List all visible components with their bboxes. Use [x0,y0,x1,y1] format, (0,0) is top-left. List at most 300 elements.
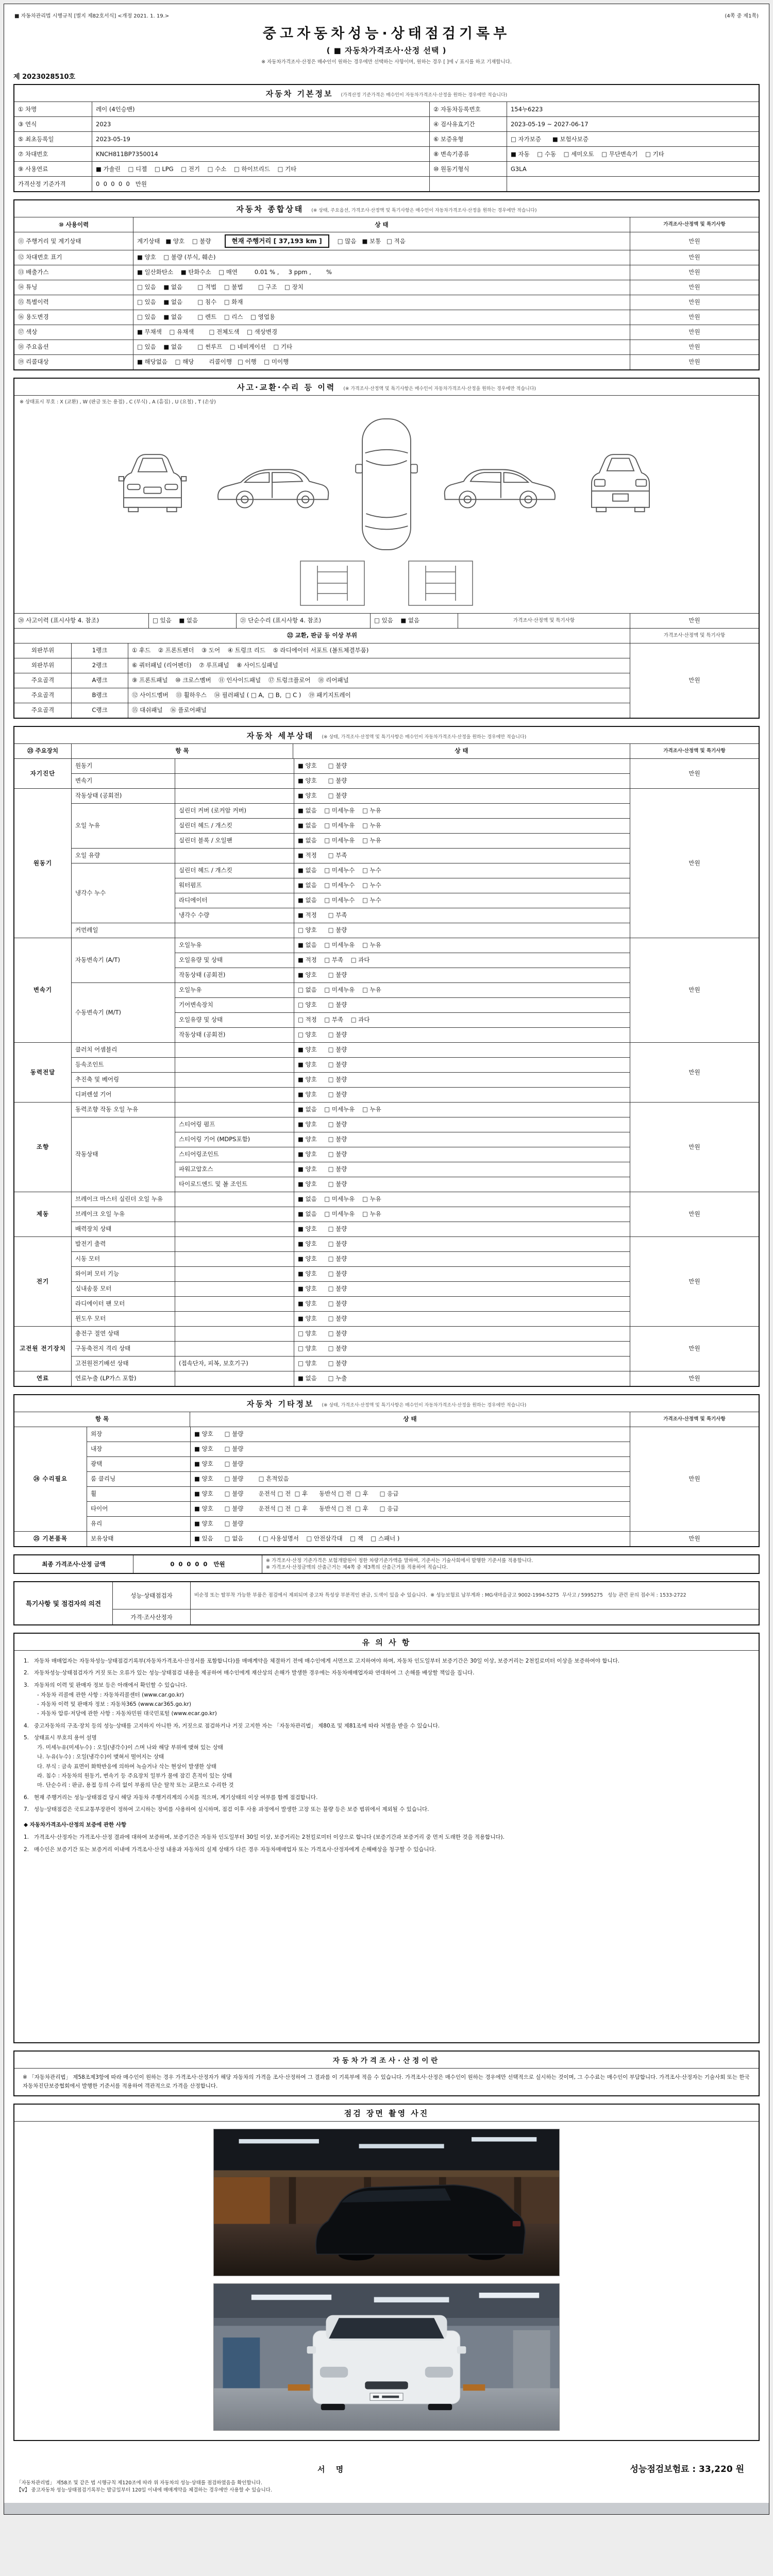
overall-status-table [14,232,759,369]
group-rows [87,1427,630,1531]
part-name: 오일유량 및 상태 [179,956,223,964]
item-group [72,1266,630,1281]
row-label: ⑮ 특별이력 [18,298,49,306]
part-row [175,1357,630,1371]
item-group [72,1192,630,1207]
notice-subitems [37,1691,749,1718]
section-note: (※ 상태, 가격조사·산정액 및 특기사항은 매수인이 자동차가격조사·산정을 원하는 경우에만 적습니다) [322,1402,527,1408]
status-cell [133,250,630,265]
item-parts [175,759,630,773]
row-label: ⑰ 색상 [18,328,38,336]
status-checkboxes: □ 양호 □ 불량 [294,1357,630,1371]
table-row [14,673,630,688]
detailed-status-table [14,758,759,1386]
price-cell: 만원 [630,614,759,628]
opinion-row [113,1609,759,1624]
notice-line [24,1657,749,1665]
status-cell [133,232,630,250]
car-rear-diagram [577,446,664,523]
part-name: 타이로드엔드 및 볼 조인트 [179,1180,248,1188]
field-value: 0 0 0 0 0 만원 [92,177,429,191]
price-cell: 만원 [630,1327,759,1371]
accident-history-row [14,614,759,628]
table-row [14,280,759,295]
item-parts [175,804,630,848]
inspection-photos-section [13,2104,760,2441]
part-name [175,789,294,803]
notice-subitems [37,1743,749,1789]
field-value: 2023-05-19 [92,132,429,146]
item-parts [175,923,630,938]
item-name: 보유상태 [91,1535,114,1543]
item-group [72,848,630,863]
page-bottom-band [4,2503,769,2514]
part-row [175,1327,630,1341]
column-header: 가격조사·산정액 및 특기사항 [630,1412,759,1427]
field-value: 154누6223 [507,102,759,116]
row-label: ⑭ 튜닝 [18,283,38,291]
part-list: ⑨ 프론트패널 ⑩ 크로스멤버 ⑪ 인사이드패널 ⑰ 트렁크플로어 ⑱ 리어패널 [128,673,630,688]
final-price-label: 최종 가격조사·산정 금액 [42,1560,106,1568]
status-checkboxes: ■ 없음 □ 미세누유 □ 누유 [294,834,630,848]
price-column-header: 가격조사·산정액 및 특기사항 [630,629,759,643]
notice-item-text: 가격조사·산정자는 가격조사·산정 결과에 대하여 보증하며, 보증기간은 자동차 인도일부터 30일 이상, 보증거리는 2천킬로미터 이상으로 합니다 (보증기간과 보증거리 중 먼저 도래한 것을 적용합니다). [34,1834,505,1841]
status-checkboxes: □ 양호 □ 불량 [294,923,630,938]
item-name: 수동변속기 (M/T) [75,1008,121,1016]
status-checkboxes: ■ 없음 □ 미세누수 □ 누수 [294,893,630,908]
part-name [175,1073,294,1087]
part-name [175,1267,294,1281]
status-checkboxes: ■ 양호 □ 불량 운전석 □ 전 □ 후 동반석 □ 전 □ 후 □ 응급 [190,1502,630,1516]
status-cell [133,325,630,340]
item-parts [175,1237,630,1251]
part-name [175,1282,294,1296]
part-name: 오일유량 및 상태 [179,1016,223,1024]
item-name: 광택 [91,1460,103,1468]
part-rank: 1랭크 [71,643,128,658]
inspection-photo-1 [213,2129,560,2276]
part-row [175,1222,630,1236]
part-name [175,1058,294,1072]
item-group [72,1207,630,1222]
overall-status-header [14,200,759,217]
column-header: 상 태 [190,1412,630,1427]
part-name [175,1252,294,1266]
final-price-value: 0 0 0 0 0 만원 [133,1555,262,1573]
part-row [175,1177,630,1192]
part-rank: B랭크 [71,688,128,703]
item-name: 원동기 [75,762,93,770]
notice-item-text: 상태표시 부호의 용어 설명 [34,1734,97,1741]
accident-history-section [13,378,760,719]
exchange-parts-header-row [14,628,759,643]
item-name: 윈도우 모터 [75,1315,106,1323]
field-value: 레이 (4인승밴) [92,102,429,116]
item-name: 자동변속기 (A/T) [75,956,120,964]
notice-item [24,1722,749,1730]
part-group: 외판부위 [31,662,55,669]
device-items [71,1103,630,1192]
item-name: 냉각수 누수 [75,889,106,896]
part-row [175,1132,630,1147]
notice-header [14,1634,759,1651]
column-header: 항 목 [95,1415,109,1423]
status-checkboxes: □ 양호 □ 불량 [294,1327,630,1341]
price-cell: 만원 [630,759,759,788]
part-list: ⑮ 대쉬패널 ⑯ 플로어패널 [128,703,630,718]
etc-info-table [14,1427,759,1546]
item-name: 변속기 [75,777,93,785]
column-header: 가격조사·산정액 및 특기사항 [630,744,759,758]
field-value: G3LA [507,162,759,176]
part-name: 스티어링 펌프 [179,1121,215,1128]
device-group [14,938,759,1042]
part-row [175,908,630,923]
part-row [175,1088,630,1102]
item-name: 발전기 출력 [75,1240,106,1248]
device-items [71,1043,630,1102]
item-name: 휠 [91,1490,97,1498]
price-cell: 만원 [630,310,759,325]
part-name [175,774,294,788]
item-parts [175,863,630,923]
item-parts [175,983,630,1042]
table-row [14,325,759,340]
item-parts [175,1222,630,1236]
item-parts [175,1117,630,1192]
table-row [14,310,759,325]
item-parts [175,1267,630,1281]
device-group [14,1326,759,1371]
footer-note-1: 「자동차관리법」 제58조 및 같은 법 시행규칙 제120조에 따라 위 자동차의 성능·상태를 점검하였음을 확인합니다. [16,2480,262,2486]
insurance-fee: 성능점검보험료 : 33,220 원 [630,2464,744,2475]
item-group [72,1371,630,1386]
item-parts [175,1312,630,1326]
etc-info-header [14,1395,759,1412]
price-cell: 만원 [630,1532,759,1546]
footer-notes [13,2479,760,2499]
part-row [175,938,630,953]
used-car-inspection-report [4,4,769,2515]
status-checkboxes: ■ 없음 □ 미세누유 □ 누유 [294,1192,630,1207]
part-name [175,1043,294,1057]
status-checkboxes: □ 있음 ■ 없음 □ 렌트 □ 리스 □ 영업용 [137,313,275,321]
status-checkboxes: ■ 없음 □ 미세누유 □ 누유 [294,1103,630,1117]
item-name: 브레이크 오일 누유 [75,1210,125,1218]
part-row [175,1027,630,1042]
group-name: ㉕ 기본품목 [33,1535,68,1543]
part-row [175,1012,630,1027]
notice-items [24,1657,749,1814]
device-name: 동력전달 [30,1068,56,1076]
item-group [72,789,630,803]
part-list: ① 후드 ② 프론트펜더 ③ 도어 ④ 트렁크 리드 ⑤ 라디에이터 서포트 (볼트체결부품) [128,643,630,658]
status-checkboxes: ■ 양호 □ 불량 (부식, 훼손) [137,253,216,261]
status-checkboxes: ■ 양호 □ 불량 [294,1177,630,1192]
part-rank: 2랭크 [71,658,128,673]
part-row [175,1371,630,1386]
item-parts [175,1357,630,1371]
notice-item-text: 성능·상태점검은 국토교통부장관이 정하여 고시하는 장비를 사용하여 실시하며, 점검 이후 사용 과정에서 발생한 고장 또는 불량 등은 보증 범위에서 제외될 수 있습니다. [34,1806,429,1812]
part-name [175,1327,294,1341]
part-row [175,1267,630,1281]
notice-item-number: 1. [24,1834,29,1841]
price-cell: 만원 [630,1237,759,1326]
part-rank: C랭크 [71,703,128,718]
etc-info-section [13,1394,760,1547]
part-row [175,1192,630,1207]
table-row [14,250,759,265]
item-group [72,923,630,938]
status-checkboxes: ■ 적정 □ 부족 [294,908,630,923]
price-cell: 만원 [630,789,759,938]
status-checkboxes: ■ 양호 □ 불량 [294,1297,630,1311]
part-name [175,923,294,938]
part-rank: A랭크 [71,673,128,688]
section-note: (※ 상태, 주요옵션, 가격조사·산정액 및 특기사항은 매수인이 자동차가격조사·산정을 원하는 경우에만 적습니다) [311,208,537,213]
item-group [87,1427,630,1442]
table-row [14,146,759,161]
item-parts [175,1043,630,1057]
car-side-right-diagram [441,453,559,516]
item-parts [175,1252,630,1266]
item-name: 와이퍼 모터 기능 [75,1270,120,1278]
part-row [175,878,630,893]
notice-item [24,1805,749,1814]
item-group [72,1043,630,1057]
field-label: ⑨ 사용연료 [18,165,48,173]
exchange-parts-table [14,643,759,718]
notice-line [24,1833,749,1841]
status-checkboxes: ■ 양호 □ 불량 운전석 □ 전 □ 후 동반석 □ 전 □ 후 □ 응급 [190,1487,630,1501]
part-name: 실린더 헤드 / 개스킷 [179,822,232,829]
field-label: 가격산정 기준가격 [18,180,66,188]
part-row [175,1237,630,1251]
item-name: 구동축전지 격리 상태 [75,1345,131,1352]
field-value: 2023-05-19 ~ 2027-06-17 [507,117,759,131]
overall-status-section [13,199,760,370]
item-parts [175,1088,630,1102]
item-group [72,1296,630,1311]
item-group [72,773,630,788]
item-name: 브레이크 마스터 실린더 오일 누유 [75,1195,163,1203]
exchange-parts-title: ㉒ 교환, 판금 등 이상 부위 [287,632,357,639]
field-value: ■ 가솔린 □ 디젤 □ LPG □ 전기 □ 수소 □ 하이브리드 □ 기타 [92,162,429,176]
photos-wrap [14,2122,759,2440]
part-row [175,1282,630,1296]
section-note: (가격산정 기준가격은 매수인이 자동차가격조사·산정을 원하는 경우에만 적습니다) [341,93,508,98]
column-header: 상 태 [293,744,630,758]
item-parts [175,938,630,982]
item-name: 추진축 및 베어링 [75,1076,120,1083]
status-checkboxes: ■ 없음 □ 미세누유 □ 누유 [294,819,630,833]
status-checkboxes: ■ 양호 □ 불량 [294,759,630,773]
field-label: ③ 연식 [18,120,37,128]
item-name: 연료누출 (LP가스 포함) [75,1375,137,1382]
status-checkboxes: ■ 양호 □ 불량 [294,1058,630,1072]
device-name: 자기진단 [30,769,56,777]
field-label: ⑦ 차대번호 [18,150,48,158]
status-checkboxes: ■ 양호 □ 불량 [294,1043,630,1057]
part-row [175,818,630,833]
item-parts [175,1073,630,1087]
group-name: ㉔ 수리필요 [33,1475,68,1483]
exchange-parts-rows [14,643,630,718]
part-group: 주요골격 [31,676,55,684]
part-row [175,849,630,863]
status-checkboxes: □ 적정 □ 부족 □ 과다 [294,1013,630,1027]
notice-line [24,1805,749,1814]
device-name: 고전원 전기장치 [20,1345,66,1352]
status-cell [133,295,630,310]
item-name: 배력장치 상태 [75,1225,112,1233]
part-row [175,1297,630,1311]
item-group [72,759,630,773]
form-reference-line [13,10,760,22]
status-checkboxes: ■ 양호 □ 불량 [294,774,630,788]
device-items [71,1327,630,1371]
notice-line [24,1722,749,1730]
part-group: 주요골격 [31,691,55,699]
field-label: ① 차명 [18,105,37,113]
device-name: 변속기 [33,986,53,994]
table-row [14,161,759,176]
price-column-header: 가격조사·산정액 및 특기사항 [458,614,630,628]
part-name: 작동상태 (공회전) [179,1031,226,1039]
notice-item-text: 현재 주행거리는 성능·상태점검 당시 해당 자동차 주행거리계의 수치를 적으며, 계기상태의 이상 여부를 함께 점검합니다. [34,1794,318,1801]
part-row [175,1103,630,1117]
status-checkboxes: □ 있음 ■ 없음 □ 썬루프 □ 네비게이션 □ 기타 [137,343,293,351]
device-group [14,1102,759,1192]
column-header: 항 목 [71,744,293,758]
device-group [14,1042,759,1102]
underbody-diagram-strip [14,557,759,614]
part-name: 작동상태 (공회전) [179,971,226,979]
row-label: ⑪ 주행거리 및 계기상태 [18,237,81,245]
status-checkboxes: □ 있음 ■ 없음 □ 적법 □ 불법 □ 구조 □ 장치 [137,283,304,291]
item-name: 내장 [91,1445,103,1453]
warranty-item [24,1845,749,1854]
status-cell [133,355,630,369]
status-checkboxes: ■ 양호 □ 불량 [294,1312,630,1326]
notice-item-number: 3. [24,1682,29,1688]
item-name: 룸 클리닝 [91,1475,116,1483]
price-cell: 만원 [630,1043,759,1102]
row-label: ⑫ 차대번호 표기 [18,253,62,261]
warranty-subsection-title: ◆ 자동차가격조사·산정의 보증에 관한 사항 [24,1822,127,1828]
item-group [72,1341,630,1356]
form-reference-left: ■ 자동차관리법 시행규칙 [별지 제82호서식] <개정 2021. 1. 19.> [14,13,170,19]
part-name [175,1192,294,1207]
damage-code-legend: ※ 상태표시 부호 : X (교환) , W (판금 또는 용접) , C (부식) , A (흠집) , U (요철) , T (손상) [20,399,216,405]
price-cell: 만원 [630,340,759,354]
device-items [71,789,630,938]
price-cell: 만원 [630,938,759,1042]
column-header: 가격조사·산정액 및 특기사항 [630,217,759,232]
status-checkboxes: □ 있음 ■ 없음 [370,614,458,628]
part-row [175,759,630,773]
inspector-opinion-section [13,1581,760,1625]
item-group [72,1072,630,1087]
part-list: ⑫ 사이드멤버 ⑬ 휠하우스 ⑭ 필러패널 ( □ A, □ B, □ C ) ⑲ 패키지트레이 [128,688,630,703]
table-row [14,176,759,191]
warranty-items [24,1833,749,1854]
table-row [14,688,630,703]
item-parts [175,1103,630,1117]
part-row [175,1252,630,1266]
part-name [175,1207,294,1222]
part-row [175,1207,630,1222]
item-group [72,1087,630,1102]
field-label: ② 자동차등록번호 [429,102,507,116]
photos-header [14,2105,759,2122]
notice-item-number: 1. [24,1658,29,1665]
device-name: 조향 [36,1143,49,1150]
notice-body [14,1651,759,2042]
part-row [175,1312,630,1326]
device-items [71,938,630,1042]
status-checkboxes: □ 양호 □ 불량 [294,998,630,1012]
item-group [72,1327,630,1341]
column-header: ⑩ 사용이력 [58,221,89,228]
field-label: ⑩ 원동기형식 [429,162,507,176]
status-cell [133,280,630,295]
item-group [72,1057,630,1072]
part-row [175,774,630,788]
notice-item-number: 4. [24,1722,29,1729]
column-header-row [14,744,759,758]
part-name: 기어변속장치 [179,1001,213,1009]
notice-item-text: 자동차의 이력 및 판매자 정보 등은 아래에서 확인할 수 있습니다. [34,1682,188,1688]
item-group [87,1486,630,1501]
part-name: 오일누유 [179,986,202,994]
item-parts [175,774,630,788]
status-cell [133,265,630,280]
part-row [175,1147,630,1162]
price-cell: 만원 [630,325,759,340]
table-row [14,354,759,369]
item-parts [175,1327,630,1341]
section-title: 점검 장면 촬영 사진 [344,2108,429,2118]
device-name: 전기 [36,1277,49,1285]
notice-section [13,1633,760,2043]
field-value: 2023 [92,117,429,131]
table-row [14,295,759,310]
price-cell: 만원 [630,1103,759,1192]
field-value: ■ 자동 □ 수동 □ 세미오토 □ 무단변속기 □ 기타 [507,147,759,161]
detailed-status-section [13,726,760,1387]
part-group: 외판부위 [31,647,55,654]
item-name: 오일 누유 [75,822,100,829]
section-note: (※ 가격조사·산정액 및 특기사항은 매수인이 자동차가격조사·산정을 원하는 경우에만 적습니다) [343,386,536,392]
item-group [72,863,630,923]
opinion-row [113,1582,759,1609]
car-top-diagram [350,413,423,555]
part-row [175,1043,630,1057]
part-row [175,833,630,848]
device-name: 원동기 [33,859,53,867]
notice-item-number: 5. [24,1734,29,1741]
item-name: 디퍼렌셜 기어 [75,1091,112,1098]
status-checkboxes: ■ 양호 □ 불량 □ 흔적있음 [190,1472,630,1486]
section-title: 자동차 세부상태 [246,731,314,740]
item-group [87,1516,630,1531]
table-row [14,232,759,250]
part-row [175,1117,630,1132]
final-price-notes [262,1555,759,1573]
part-name: 냉각수 수량 [179,911,210,919]
device-group [14,788,759,938]
